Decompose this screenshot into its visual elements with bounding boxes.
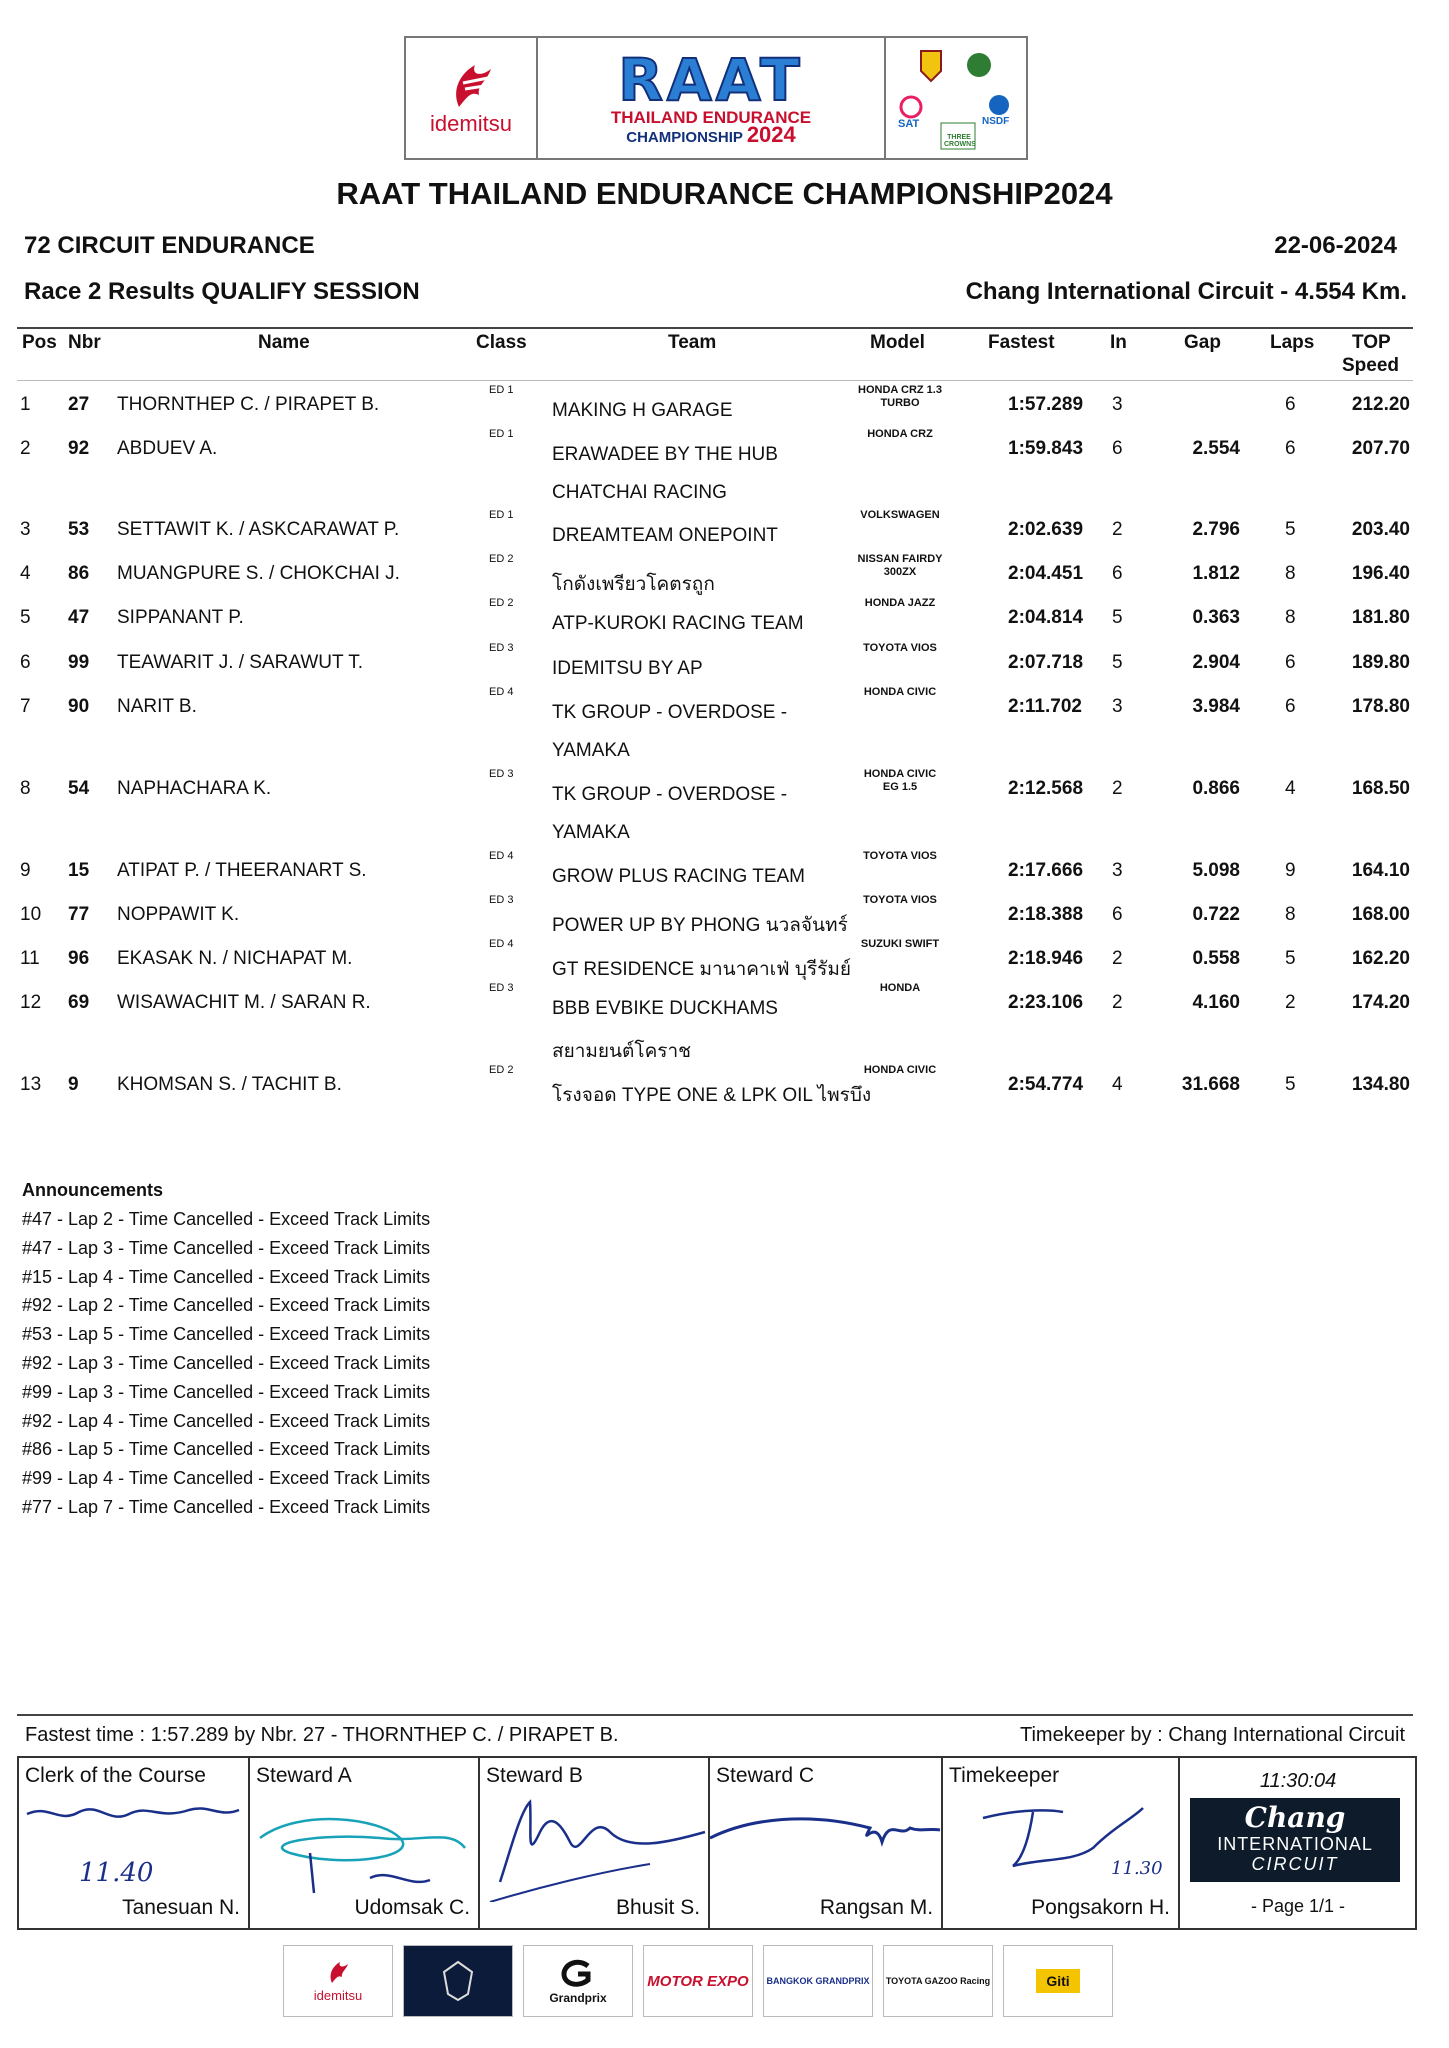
row-model-line1: VOLKSWAGEN bbox=[860, 509, 940, 521]
col-gap: Gap bbox=[1184, 332, 1221, 353]
signature-clerk: Clerk of the Course 11.40 Tanesuan N. bbox=[19, 1758, 250, 1928]
row-fastest: 2:02.639 bbox=[1008, 519, 1084, 540]
row-fastest: 2:11.702 bbox=[1008, 696, 1082, 717]
row-class: ED 1 bbox=[489, 384, 514, 396]
row-gap: 5.098 bbox=[1192, 860, 1240, 881]
row-model-line1: TOYOTA VIOS bbox=[863, 642, 937, 654]
signature-steward-a: Steward A Udomsak C. bbox=[250, 1758, 480, 1928]
row-nbr: 99 bbox=[68, 652, 90, 673]
row-laps: 5 bbox=[1285, 1074, 1296, 1095]
row-in: 6 bbox=[1112, 438, 1123, 459]
row-name: TEAWARIT J. / SARAWUT T. bbox=[117, 652, 363, 673]
row-pos: 5 bbox=[20, 607, 31, 628]
row-fastest: 2:18.946 bbox=[1008, 948, 1084, 969]
sponsor-idemitsu: idemitsu bbox=[283, 1945, 393, 2017]
announcement-item: #86 - Lap 5 - Time Cancelled - Exceed Track Limits bbox=[22, 1439, 431, 1460]
row-class: ED 2 bbox=[489, 553, 514, 565]
row-in: 6 bbox=[1112, 563, 1123, 584]
row-pos: 6 bbox=[20, 652, 31, 673]
row-pos: 1 bbox=[20, 394, 31, 415]
row-model-line1: HONDA CIVIC bbox=[863, 768, 937, 780]
row-name: KHOMSAN S. / TACHIT B. bbox=[117, 1074, 342, 1095]
row-top-speed: 134.80 bbox=[1351, 1074, 1410, 1095]
row-top-speed: 207.70 bbox=[1351, 438, 1410, 459]
row-pos: 4 bbox=[20, 563, 31, 584]
row-team: DREAMTEAM ONEPOINT bbox=[552, 525, 778, 546]
row-team-line2: สยามยนต์โคราช bbox=[552, 1041, 692, 1062]
row-top-speed: 168.50 bbox=[1351, 778, 1410, 799]
col-name: Name bbox=[258, 332, 310, 353]
row-name: THORNTHEP C. / PIRAPET B. bbox=[117, 394, 380, 415]
row-model-line2: 300ZX bbox=[883, 566, 917, 578]
timekeeper-line: Timekeeper by : Chang International Circuit bbox=[1020, 1724, 1405, 1746]
row-model-line1: HONDA JAZZ bbox=[864, 597, 936, 609]
signature-steward-b-scribble bbox=[480, 1792, 709, 1902]
row-laps: 5 bbox=[1285, 948, 1296, 969]
row-team: MAKING H GARAGE bbox=[552, 400, 733, 421]
row-laps: 6 bbox=[1285, 438, 1296, 459]
row-pos: 12 bbox=[20, 992, 42, 1013]
row-laps: 4 bbox=[1285, 778, 1296, 799]
row-pos: 8 bbox=[20, 778, 31, 799]
row-laps: 6 bbox=[1285, 394, 1296, 415]
row-laps: 6 bbox=[1285, 652, 1296, 673]
row-name: SIPPANANT P. bbox=[117, 607, 244, 628]
col-class: Class bbox=[476, 332, 527, 353]
announcement-item: #47 - Lap 2 - Time Cancelled - Exceed Track Limits bbox=[22, 1209, 431, 1229]
row-nbr: 53 bbox=[68, 519, 90, 540]
row-nbr: 77 bbox=[68, 904, 90, 925]
row-in: 2 bbox=[1112, 778, 1123, 799]
row-laps: 2 bbox=[1285, 992, 1296, 1013]
session-name: Race 2 Results QUALIFY SESSION bbox=[24, 278, 420, 305]
row-in: 6 bbox=[1112, 904, 1123, 925]
col-in: In bbox=[1110, 332, 1127, 353]
announcement-item: #92 - Lap 3 - Time Cancelled - Exceed Track Limits bbox=[22, 1353, 431, 1373]
row-name: EKASAK N. / NICHAPAT M. bbox=[117, 948, 353, 969]
row-nbr: 47 bbox=[68, 607, 90, 628]
announcement-item: #77 - Lap 7 - Time Cancelled - Exceed Track Limits bbox=[22, 1497, 431, 1517]
row-model bbox=[830, 938, 970, 951]
crest-icon bbox=[428, 1956, 488, 2006]
row-top-speed: 168.00 bbox=[1351, 904, 1410, 925]
sponsor-bangkok-grandprix: BANGKOK GRANDPRIX bbox=[763, 1945, 873, 2017]
row-model bbox=[830, 850, 970, 863]
announcement-item: #47 - Lap 3 - Time Cancelled - Exceed Track Limits bbox=[22, 1237, 431, 1258]
row-model-line1: TOYOTA VIOS bbox=[863, 894, 937, 906]
sponsor-motor-expo: MOTOR EXPO bbox=[643, 1945, 753, 2017]
row-laps: 8 bbox=[1285, 563, 1296, 584]
event-date: 22-06-2024 bbox=[1274, 232, 1397, 259]
row-in: 5 bbox=[1112, 607, 1123, 628]
row-nbr: 92 bbox=[68, 438, 90, 459]
signature-table bbox=[17, 1756, 1417, 1930]
row-fastest: 2:04.814 bbox=[1008, 607, 1084, 628]
row-in: 5 bbox=[1112, 652, 1123, 673]
row-name: ABDUEV A. bbox=[117, 438, 218, 459]
table-top-rule bbox=[17, 327, 1413, 329]
row-laps: 9 bbox=[1285, 860, 1296, 881]
row-model-line1: HONDA CIVIC bbox=[863, 686, 937, 698]
row-gap: 0.363 bbox=[1192, 607, 1240, 628]
grandprix-g-icon bbox=[558, 1958, 598, 1988]
row-gap: 0.866 bbox=[1192, 778, 1240, 799]
row-model bbox=[830, 597, 970, 610]
row-pos: 3 bbox=[20, 519, 31, 540]
row-class: ED 4 bbox=[489, 850, 514, 862]
row-model-line1: TOYOTA VIOS bbox=[863, 850, 937, 862]
row-in: 3 bbox=[1112, 394, 1123, 415]
row-model-line2: EG 1.5 bbox=[882, 781, 918, 793]
row-model bbox=[830, 553, 970, 579]
col-nbr: Nbr bbox=[68, 332, 101, 353]
announcement-item: #92 - Lap 2 - Time Cancelled - Exceed Track Limits bbox=[22, 1295, 431, 1316]
footer-rule bbox=[17, 1714, 1413, 1716]
row-fastest: 2:23.106 bbox=[1008, 992, 1084, 1013]
row-team-line2: YAMAKA bbox=[552, 740, 630, 761]
row-nbr: 27 bbox=[68, 394, 90, 415]
row-class: ED 3 bbox=[489, 642, 514, 654]
row-model-line1: NISSAN FAIRDY bbox=[857, 553, 943, 565]
row-name: NAPHACHARA K. bbox=[117, 778, 272, 799]
announcement-item: #15 - Lap 4 - Time Cancelled - Exceed Track Limits bbox=[22, 1266, 431, 1287]
raat-logo: RAAT THAILAND ENDURANCE CHAMPIONSHIP 2024 bbox=[538, 38, 886, 158]
row-model bbox=[830, 428, 970, 441]
row-class: ED 3 bbox=[489, 982, 514, 994]
row-team: ATP-KUROKI RACING TEAM bbox=[552, 613, 804, 634]
row-pos: 11 bbox=[20, 948, 40, 969]
header-banner bbox=[404, 36, 1028, 160]
page-title: RAAT THAILAND ENDURANCE CHAMPIONSHIP2024 bbox=[336, 176, 1113, 211]
row-nbr: 86 bbox=[68, 563, 90, 584]
row-model bbox=[830, 894, 970, 907]
row-laps: 5 bbox=[1285, 519, 1296, 540]
sponsor-toyota-gazoo: TOYOTA GAZOO Racing bbox=[883, 1945, 993, 2017]
row-top-speed: 162.20 bbox=[1351, 948, 1410, 969]
row-laps: 6 bbox=[1285, 696, 1296, 717]
row-class: ED 4 bbox=[489, 686, 514, 698]
row-fastest: 1:59.843 bbox=[1008, 438, 1084, 459]
signature-steward-b: Steward B Bhusit S. bbox=[480, 1758, 710, 1928]
col-speed: Speed bbox=[1342, 355, 1400, 376]
row-class: ED 1 bbox=[489, 509, 514, 521]
row-name: WISAWACHIT M. / SARAN R. bbox=[117, 992, 371, 1013]
row-pos: 13 bbox=[20, 1074, 42, 1095]
row-team-line2: YAMAKA bbox=[552, 822, 630, 843]
official-stamp bbox=[1180, 1758, 1415, 1928]
row-team: ERAWADEE BY THE HUB bbox=[552, 444, 778, 465]
col-pos: Pos bbox=[22, 332, 57, 353]
row-team-line2: CHATCHAI RACING bbox=[552, 482, 727, 503]
row-top-speed: 203.40 bbox=[1351, 519, 1410, 540]
row-nbr: 9 bbox=[68, 1074, 79, 1095]
row-in: 3 bbox=[1112, 696, 1123, 717]
row-model-line1: HONDA CRZ 1.3 bbox=[858, 384, 942, 396]
row-top-speed: 212.20 bbox=[1351, 394, 1410, 415]
row-fastest: 2:17.666 bbox=[1008, 860, 1084, 881]
row-top-speed: 174.20 bbox=[1351, 992, 1410, 1013]
row-nbr: 90 bbox=[68, 696, 90, 717]
row-fastest: 1:57.289 bbox=[1008, 394, 1084, 415]
row-laps: 8 bbox=[1285, 904, 1296, 925]
signature-steward-c-scribble bbox=[710, 1798, 942, 1878]
row-name: MUANGPURE S. / CHOKCHAI J. bbox=[117, 563, 400, 584]
sponsor-strip bbox=[283, 1945, 1163, 2020]
row-fastest: 2:04.451 bbox=[1008, 563, 1084, 584]
row-model bbox=[830, 384, 970, 410]
signature-timekeeper: Timekeeper 11.30 Pongsakorn H. bbox=[943, 1758, 1180, 1928]
row-in: 2 bbox=[1112, 992, 1123, 1013]
row-class: ED 2 bbox=[489, 1064, 514, 1076]
sponsor-giti: Giti bbox=[1003, 1945, 1113, 2017]
signature-steward-c: Steward C Rangsan M. bbox=[710, 1758, 943, 1928]
sponsor-grandprix: Grandprix bbox=[523, 1945, 633, 2017]
row-gap: 31.668 bbox=[1181, 1074, 1240, 1095]
row-pos: 2 bbox=[20, 438, 31, 459]
circuit-name: Chang International Circuit - 4.554 Km. bbox=[965, 278, 1407, 305]
page-number: - Page 1/1 - bbox=[1251, 1896, 1346, 1916]
row-laps: 8 bbox=[1285, 607, 1296, 628]
row-in: 4 bbox=[1112, 1074, 1123, 1095]
row-pos: 10 bbox=[20, 904, 42, 925]
announcements-title: Announcements bbox=[22, 1180, 164, 1200]
announcement-item: #53 - Lap 5 - Time Cancelled - Exceed Track Limits bbox=[22, 1324, 431, 1345]
announcement-item: #99 - Lap 3 - Time Cancelled - Exceed Track Limits bbox=[22, 1381, 431, 1402]
row-class: ED 3 bbox=[489, 768, 514, 780]
signature-steward-a-scribble bbox=[250, 1798, 479, 1908]
row-fastest: 2:12.568 bbox=[1008, 778, 1084, 799]
row-top-speed: 181.80 bbox=[1351, 607, 1410, 628]
row-team: GT RESIDENCE มานาคาเฟ่ บุรีรัมย์ bbox=[552, 959, 852, 980]
row-fastest: 2:54.774 bbox=[1008, 1074, 1084, 1095]
row-name: SETTAWIT K. / ASKCARAWAT P. bbox=[117, 519, 400, 540]
row-model bbox=[830, 1064, 970, 1077]
row-gap: 2.554 bbox=[1192, 438, 1240, 459]
row-nbr: 15 bbox=[68, 860, 90, 881]
row-nbr: 54 bbox=[68, 778, 90, 799]
row-gap: 4.160 bbox=[1192, 992, 1240, 1013]
row-team: POWER UP BY PHONG นวลจันทร์ bbox=[552, 915, 848, 936]
row-name: ATIPAT P. / THEERANART S. bbox=[117, 860, 367, 881]
row-pos: 7 bbox=[20, 696, 31, 717]
row-class: ED 3 bbox=[489, 894, 514, 906]
row-gap: 2.796 bbox=[1192, 519, 1240, 540]
row-class: ED 1 bbox=[489, 428, 514, 440]
sponsor-crest bbox=[403, 1945, 513, 2017]
row-in: 2 bbox=[1112, 948, 1123, 969]
idemitsu-logo: idemitsu bbox=[406, 38, 538, 158]
row-team: GROW PLUS RACING TEAM bbox=[552, 866, 806, 887]
idemitsu-flame-icon bbox=[323, 1959, 353, 1985]
row-in: 3 bbox=[1112, 860, 1123, 881]
row-team: BBB EVBIKE DUCKHAMS bbox=[552, 998, 778, 1019]
row-gap: 3.984 bbox=[1192, 696, 1240, 717]
col-fastest: Fastest bbox=[988, 332, 1055, 353]
chang-circuit-logo: Chang INTERNATIONAL CIRCUIT bbox=[1190, 1798, 1400, 1882]
row-gap: 0.558 bbox=[1192, 948, 1240, 969]
col-laps: Laps bbox=[1270, 332, 1315, 353]
row-top-speed: 196.40 bbox=[1351, 563, 1410, 584]
row-team: IDEMITSU BY AP bbox=[552, 658, 703, 679]
row-team: โกดังเพรียวโคตรถูก bbox=[552, 574, 715, 595]
row-in: 2 bbox=[1112, 519, 1123, 540]
announcement-item: #92 - Lap 4 - Time Cancelled - Exceed Track Limits bbox=[22, 1410, 431, 1431]
row-name: NARIT B. bbox=[117, 696, 197, 717]
row-model-line1: SUZUKI SWIFT bbox=[860, 938, 940, 950]
row-model-line1: HONDA bbox=[879, 982, 921, 994]
row-nbr: 69 bbox=[68, 992, 90, 1013]
fastest-time-line: Fastest time : 1:57.289 by Nbr. 27 - THORNTHEP C. / PIRAPET B. bbox=[25, 1724, 619, 1746]
organizer-badges: SAT NSDF THREE CROWNS bbox=[886, 38, 1026, 158]
row-gap: 2.904 bbox=[1192, 652, 1240, 673]
row-top-speed: 164.10 bbox=[1351, 860, 1410, 881]
row-team: TK GROUP - OVERDOSE - bbox=[552, 702, 788, 723]
event-name: 72 CIRCUIT ENDURANCE bbox=[24, 232, 315, 259]
row-model-line2: TURBO bbox=[880, 397, 920, 409]
row-gap: 1.812 bbox=[1192, 563, 1240, 584]
row-name: NOPPAWIT K. bbox=[117, 904, 240, 925]
row-top-speed: 178.80 bbox=[1351, 696, 1410, 717]
row-top-speed: 189.80 bbox=[1351, 652, 1410, 673]
row-fastest: 2:07.718 bbox=[1008, 652, 1084, 673]
col-top: TOP bbox=[1352, 332, 1391, 353]
table-header-rule bbox=[17, 380, 1413, 381]
row-pos: 9 bbox=[20, 860, 31, 881]
row-model bbox=[830, 982, 970, 995]
row-model-line1: HONDA CIVIC bbox=[863, 1064, 937, 1076]
row-model bbox=[830, 686, 970, 699]
announcement-item: #99 - Lap 4 - Time Cancelled - Exceed Track Limits bbox=[22, 1468, 431, 1489]
row-fastest: 2:18.388 bbox=[1008, 904, 1084, 925]
row-model bbox=[830, 768, 970, 794]
col-model: Model bbox=[870, 332, 925, 353]
row-model bbox=[830, 642, 970, 655]
row-team: โรงจอด TYPE ONE & LPK OIL ไพรบึง bbox=[552, 1085, 872, 1106]
row-class: ED 2 bbox=[489, 597, 514, 609]
row-nbr: 96 bbox=[68, 948, 90, 969]
row-model bbox=[830, 509, 970, 522]
idemitsu-flame-icon bbox=[441, 59, 501, 111]
row-class: ED 4 bbox=[489, 938, 514, 950]
col-team: Team bbox=[668, 332, 717, 353]
row-gap: 0.722 bbox=[1192, 904, 1240, 925]
time-stamp: 11:30:04 bbox=[1259, 1770, 1337, 1792]
row-model-line1: HONDA CRZ bbox=[867, 428, 933, 440]
row-team: TK GROUP - OVERDOSE - bbox=[552, 784, 788, 805]
